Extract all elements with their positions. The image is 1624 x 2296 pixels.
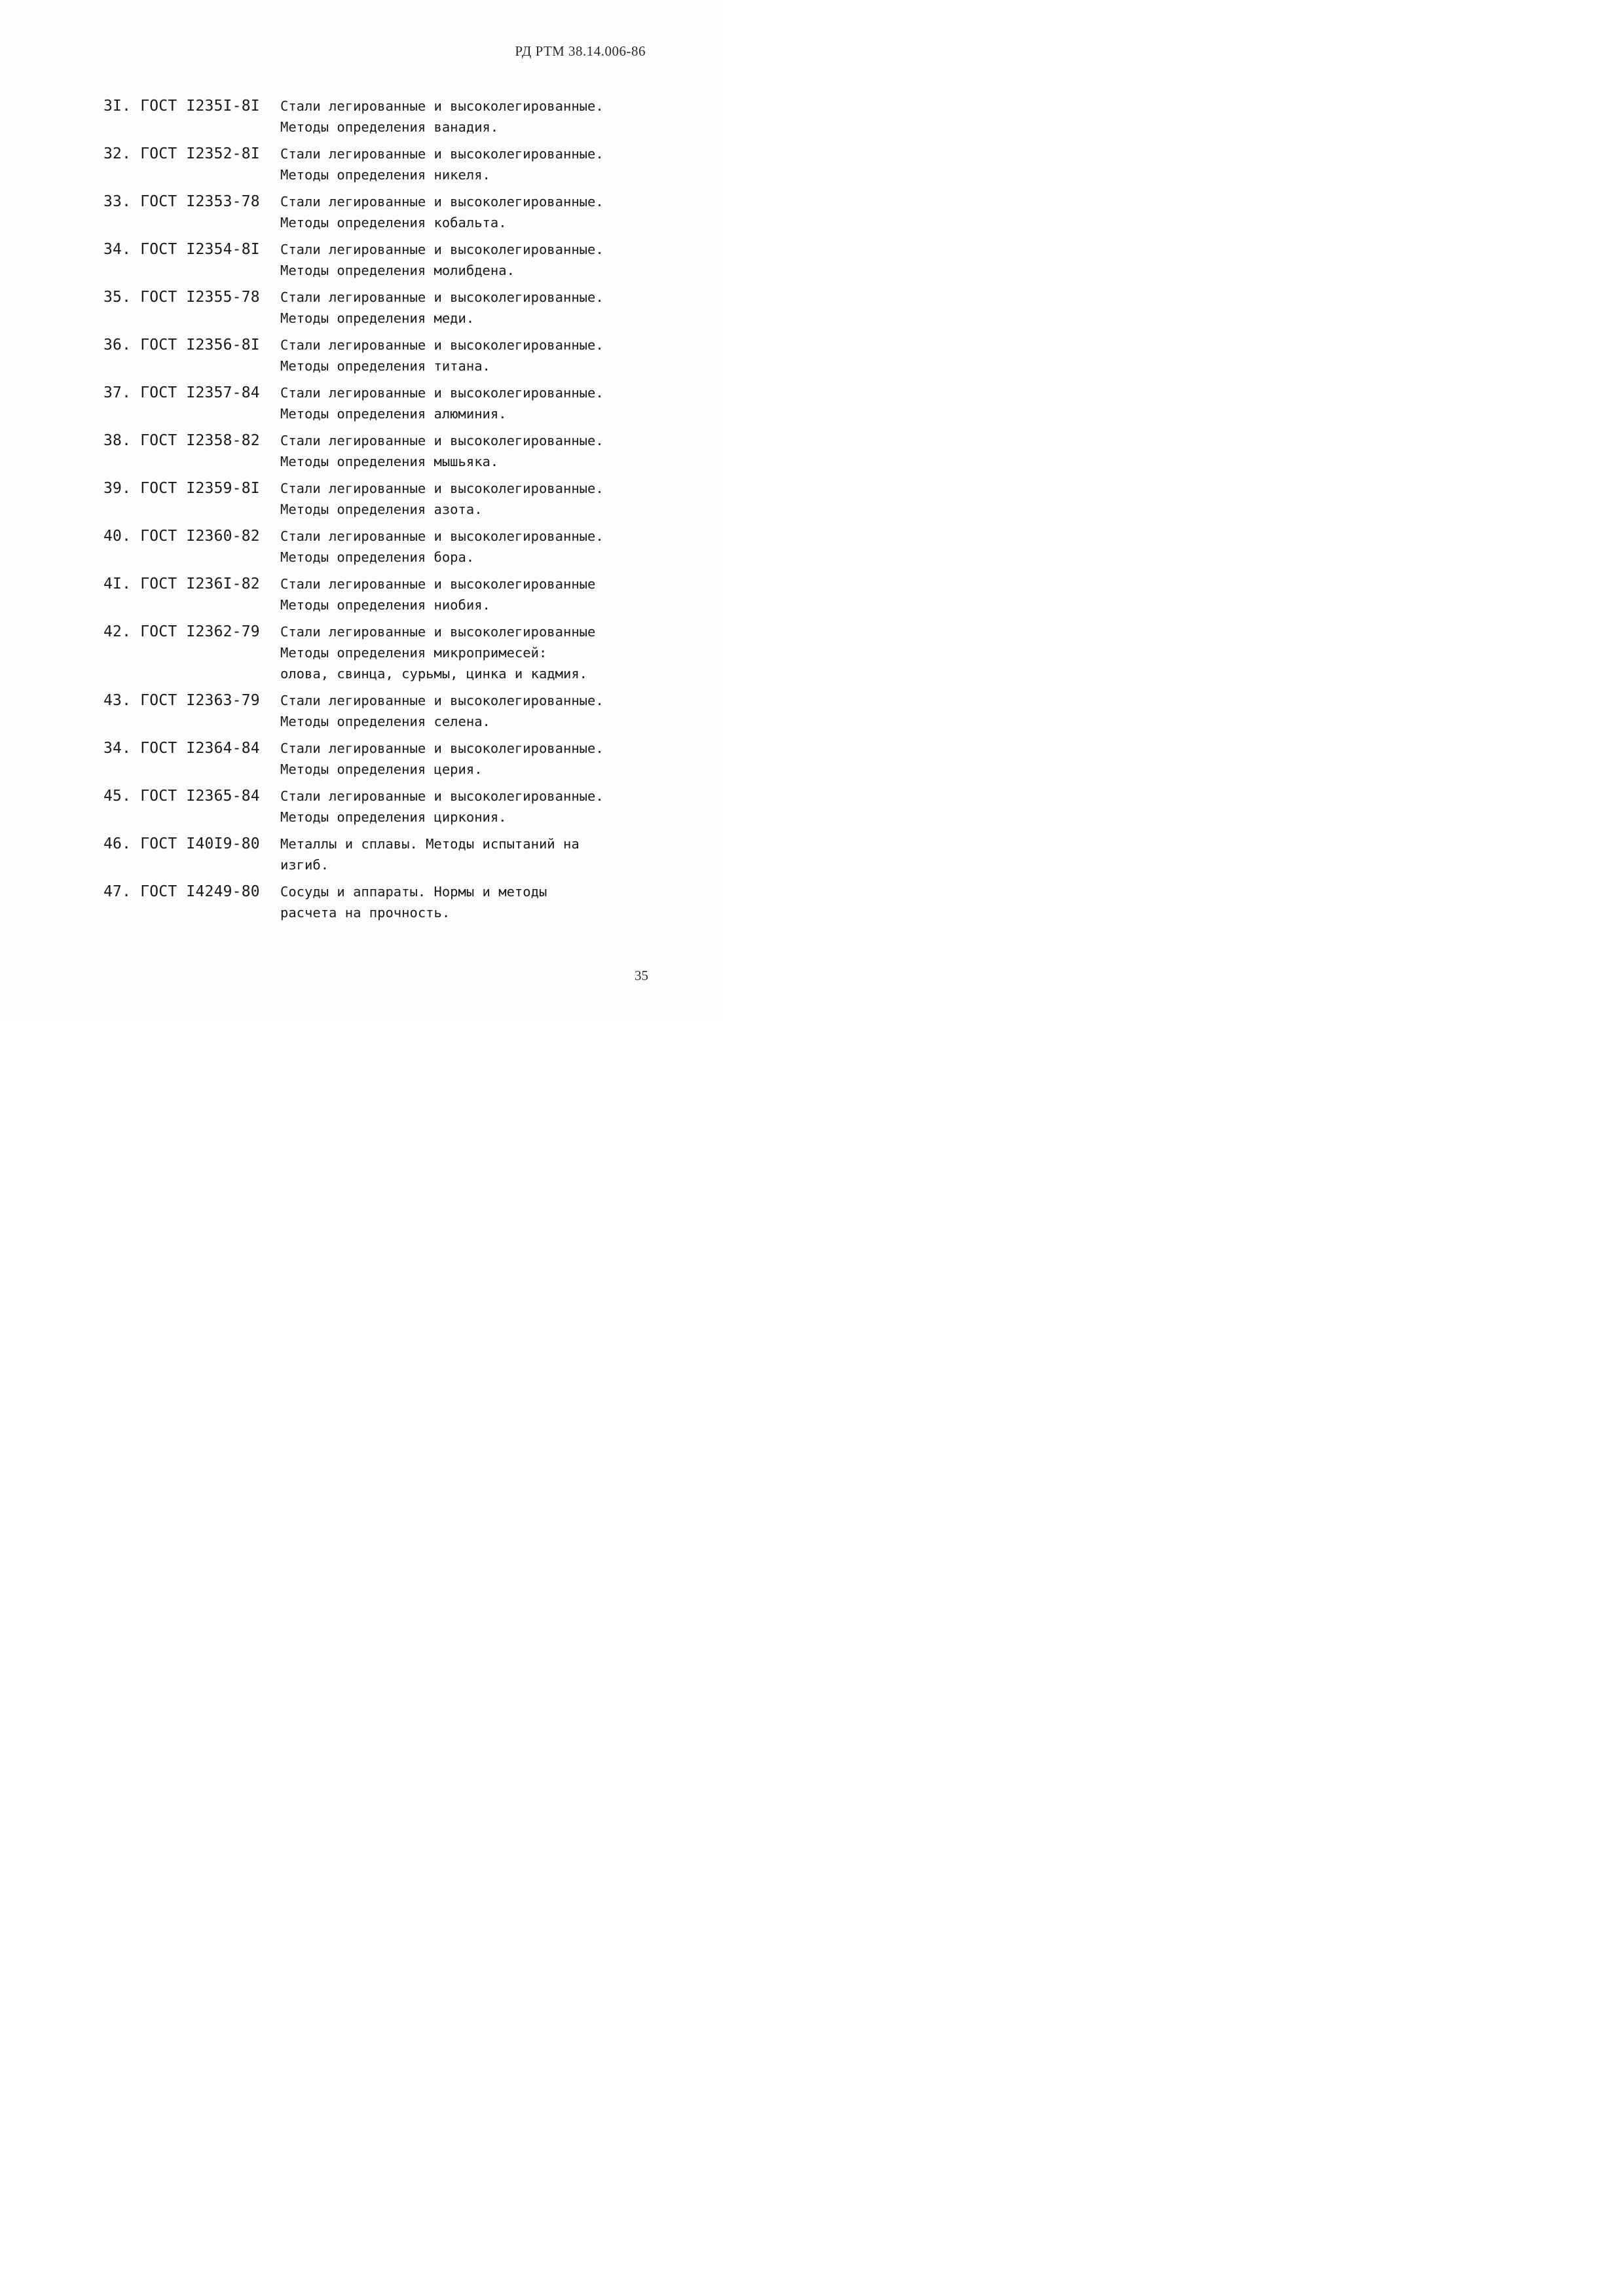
standard-number: 40. ГОСТ I2360-82 <box>103 528 260 545</box>
standard-title-line: Стали легированные и высоколегированные. <box>280 194 604 210</box>
standard-title <box>280 690 647 732</box>
standard-number: 46. ГОСТ I40I9-80 <box>103 835 260 852</box>
standard-number: 34. ГОСТ I2354-8I <box>103 241 260 258</box>
reference-entry <box>103 526 647 568</box>
standard-title <box>280 621 647 684</box>
standard-title-line: Стали легированные и высоколегированные. <box>280 289 604 305</box>
reference-entry <box>103 191 647 233</box>
standard-number: 45. ГОСТ I2365-84 <box>103 788 260 805</box>
standard-number: 35. ГОСТ I2355-78 <box>103 289 260 306</box>
standard-title <box>280 738 647 780</box>
reference-entry <box>103 287 647 329</box>
standard-title-line: олова, свинца, сурьмы, цинка и кадмия. <box>280 666 587 682</box>
standard-number: 38. ГОСТ I2358-82 <box>103 432 260 449</box>
document-page <box>0 0 722 1021</box>
reference-entry <box>103 621 647 684</box>
reference-entry <box>103 738 647 780</box>
standard-title <box>280 239 647 281</box>
standard-number: 4I. ГОСТ I236I-82 <box>103 575 260 592</box>
standard-title-line: расчета на прочность. <box>280 905 451 920</box>
standard-title-line: Стали легированные и высоколегированные. <box>280 788 604 804</box>
standard-title <box>280 191 647 233</box>
standard-title-line: Стали легированные и высоколегированные. <box>280 481 604 496</box>
standard-title-line: Стали легированные и высоколегированные. <box>280 242 604 257</box>
reference-entry <box>103 881 647 923</box>
reference-entry <box>103 382 647 424</box>
standard-number: 37. ГОСТ I2357-84 <box>103 384 260 401</box>
standard-title <box>280 478 647 520</box>
reference-entry <box>103 239 647 281</box>
standard-title-line: Сосуды и аппараты. Нормы и методы <box>280 884 547 900</box>
reference-entry <box>103 96 647 137</box>
standard-title-line: Методы определения ниобия. <box>280 597 490 613</box>
standard-number: 39. ГОСТ I2359-8I <box>103 480 260 497</box>
reference-entry <box>103 574 647 615</box>
reference-entry <box>103 430 647 472</box>
standard-title <box>280 786 647 828</box>
standard-title-line: Стали легированные и высоколегированные. <box>280 146 604 162</box>
standard-title <box>280 881 647 923</box>
standard-title-line: Стали легированные и высоколегированные. <box>280 693 604 708</box>
standard-title-line: Методы определения меди. <box>280 310 475 326</box>
standard-number: 32. ГОСТ I2352-8I <box>103 145 260 162</box>
standard-title-line: Методы определения микропримесей: <box>280 645 547 661</box>
reference-entry <box>103 690 647 732</box>
standard-title <box>280 96 647 137</box>
standard-title <box>280 287 647 329</box>
standard-title <box>280 143 647 185</box>
standard-title-line: Методы определения никеля. <box>280 167 490 183</box>
standard-title <box>280 833 647 875</box>
standard-title-line: Стали легированные и высоколегированные. <box>280 740 604 756</box>
standard-title <box>280 574 647 615</box>
standard-title-line: Стали легированные и высоколегированные. <box>280 337 604 353</box>
standard-number: 42. ГОСТ I2362-79 <box>103 623 260 640</box>
standard-title <box>280 382 647 424</box>
standard-title <box>280 430 647 472</box>
reference-entry <box>103 335 647 376</box>
standard-number: 33. ГОСТ I2353-78 <box>103 193 260 210</box>
standard-title-line: Стали легированные и высоколегированные. <box>280 98 604 114</box>
standard-title-line: Методы определения кобальта. <box>280 215 507 230</box>
standard-title-line: Стали легированные и высоколегированные <box>280 624 596 640</box>
document-code-header: РД РТМ 38.14.006-86 <box>515 43 646 59</box>
standard-title <box>280 526 647 568</box>
standard-number: 47. ГОСТ I4249-80 <box>103 883 260 900</box>
standard-title-line: Методы определения церия. <box>280 761 483 777</box>
reference-entry <box>103 833 647 875</box>
standard-number: 34. ГОСТ I2364-84 <box>103 740 260 757</box>
standard-number: 36. ГОСТ I2356-8I <box>103 337 260 354</box>
standard-title-line: изгиб. <box>280 857 329 873</box>
standard-title-line: Методы определения ванадия. <box>280 119 499 135</box>
standard-title-line: Стали легированные и высоколегированные <box>280 576 596 592</box>
reference-entry <box>103 143 647 185</box>
standard-title <box>280 335 647 376</box>
standard-title-line: Методы определения циркония. <box>280 809 507 825</box>
reference-entry <box>103 478 647 520</box>
standard-title-line: Методы определения мышьяка. <box>280 454 499 469</box>
page-number: 35 <box>635 968 648 983</box>
standard-title-line: Стали легированные и высоколегированные. <box>280 385 604 401</box>
standard-title-line: Методы определения алюминия. <box>280 406 507 422</box>
standard-number: 43. ГОСТ I2363-79 <box>103 692 260 709</box>
standard-title-line: Методы определения бора. <box>280 549 475 565</box>
standard-title-line: Стали легированные и высоколегированные. <box>280 433 604 448</box>
reference-entry <box>103 786 647 828</box>
standard-title-line: Металлы и сплавы. Методы испытаний на <box>280 836 580 852</box>
standard-title-line: Методы определения азота. <box>280 501 483 517</box>
standard-number: 3I. ГОСТ I235I-8I <box>103 98 260 115</box>
reference-list <box>103 96 647 929</box>
standard-title-line: Стали легированные и высоколегированные. <box>280 528 604 544</box>
standard-title-line: Методы определения титана. <box>280 358 490 374</box>
standard-title-line: Методы определения селена. <box>280 714 490 729</box>
standard-title-line: Методы определения молибдена. <box>280 263 515 278</box>
